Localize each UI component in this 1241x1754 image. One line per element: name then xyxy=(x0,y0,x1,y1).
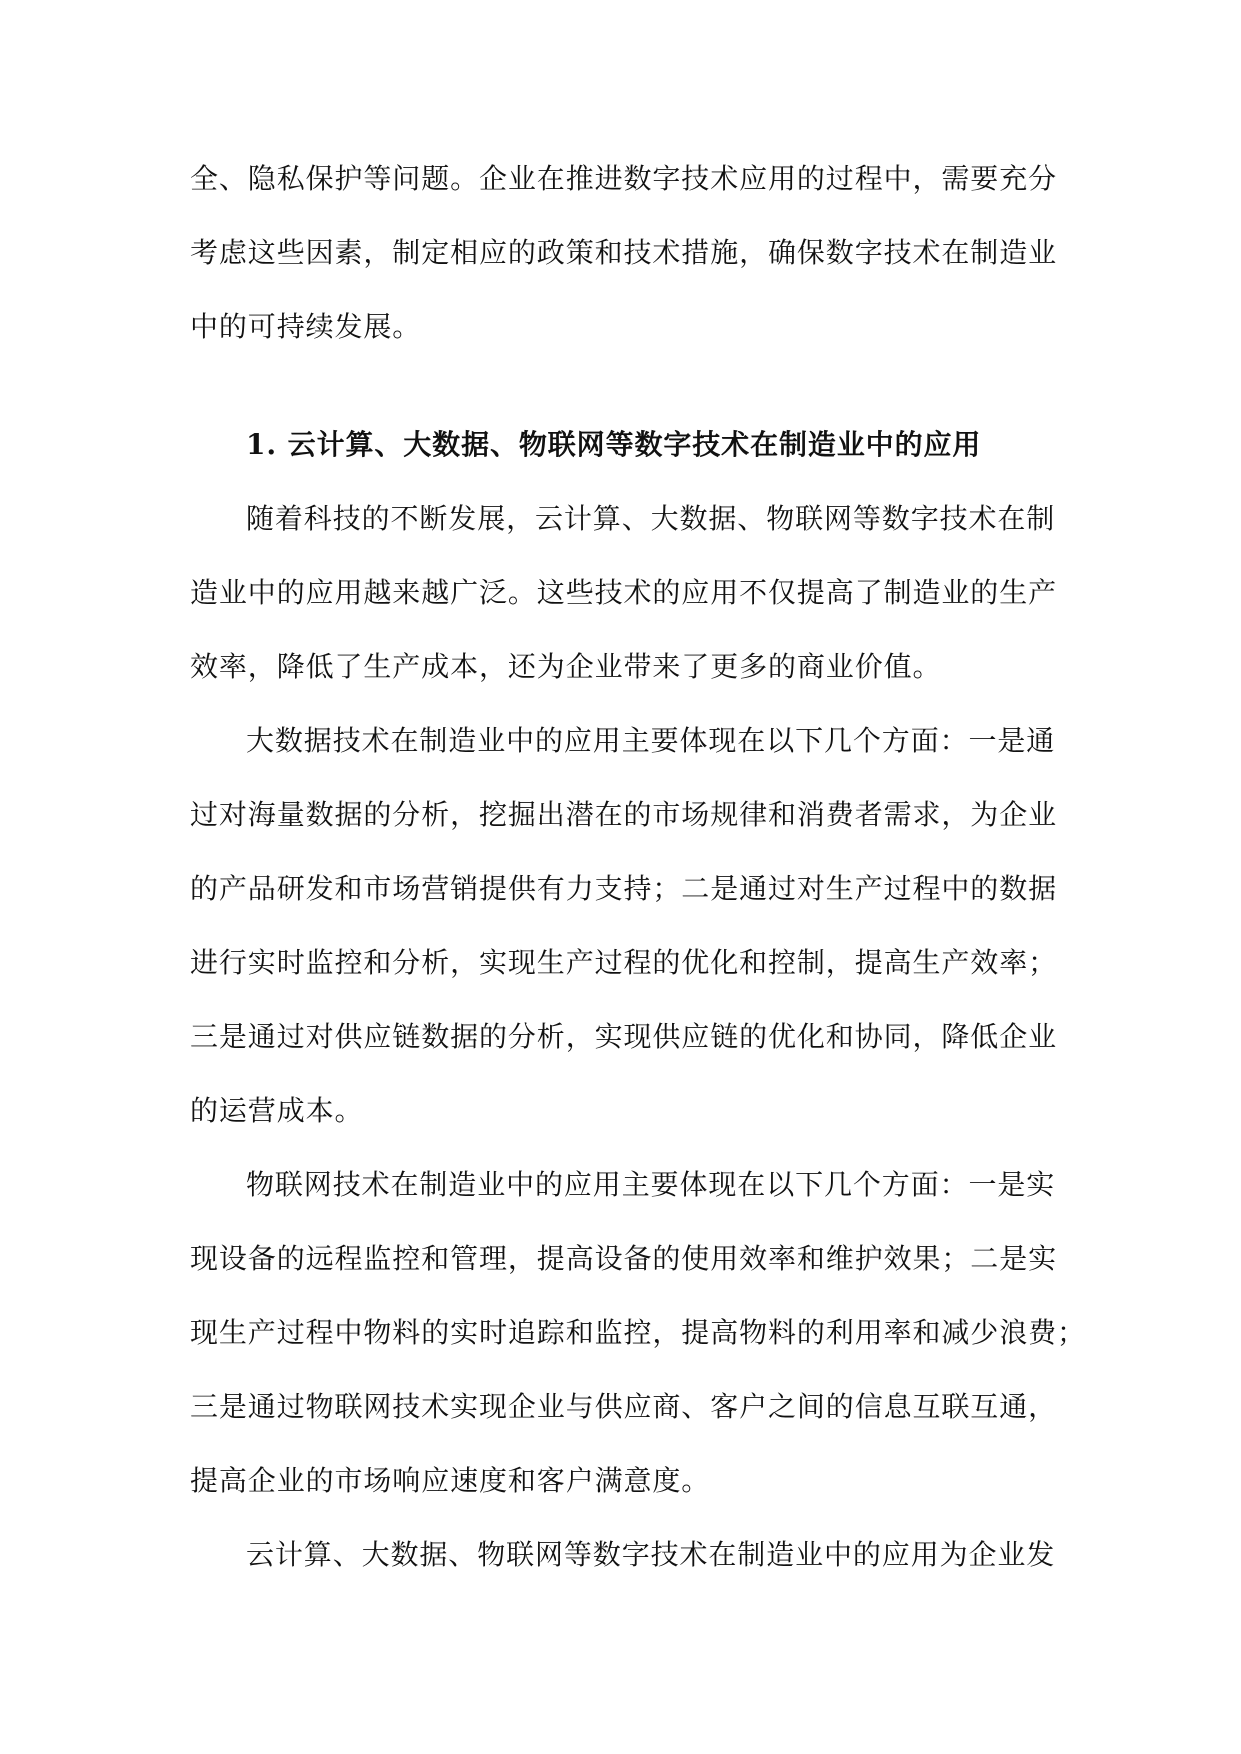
paragraph-line: 考虑这些因素，制定相应的政策和技术措施，确保数字技术在制造业 xyxy=(190,236,1058,269)
paragraph-line: 物联网技术在制造业中的应用主要体现在以下几个方面：一是实 xyxy=(246,1168,1056,1201)
paragraph-summary xyxy=(190,1518,1056,1592)
paragraph-line: 随着科技的不断发展，云计算、大数据、物联网等数字技术在制 xyxy=(246,502,1056,535)
paragraph-line: 现设备的远程监控和管理，提高设备的使用效率和维护效果；二是实 xyxy=(190,1242,1058,1275)
paragraph-iot xyxy=(190,1148,1086,1518)
paragraph-line: 过对海量数据的分析，挖掘出潜在的市场规律和消费者需求，为企业 xyxy=(190,798,1058,831)
paragraph-line: 提高企业的市场响应速度和客户满意度。 xyxy=(190,1464,711,1497)
paragraph-line: 的运营成本。 xyxy=(190,1094,364,1127)
document-body xyxy=(190,142,1086,1592)
paragraph-intro xyxy=(190,142,1058,364)
paragraph-line: 全、隐私保护等问题。企业在推进数字技术应用的过程中，需要充分 xyxy=(190,162,1058,195)
paragraph-line: 中的可持续发展。 xyxy=(190,310,422,343)
paragraph-line: 三是通过物联网技术实现企业与供应商、客户之间的信息互联互通， xyxy=(190,1390,1058,1423)
paragraph-line: 效率，降低了生产成本，还为企业带来了更多的商业价值。 xyxy=(190,650,942,683)
paragraph-line: 现生产过程中物料的实时追踪和监控，提高物料的利用率和减少浪费； xyxy=(190,1316,1086,1349)
paragraph-line: 进行实时监控和分析，实现生产过程的优化和控制，提高生产效率； xyxy=(190,946,1058,979)
paragraph-big-data xyxy=(190,704,1058,1148)
paragraph-line: 造业中的应用越来越广泛。这些技术的应用不仅提高了制造业的生产 xyxy=(190,576,1058,609)
paragraph-line: 的产品研发和市场营销提供有力支持；二是通过对生产过程中的数据 xyxy=(190,872,1058,905)
paragraph-line: 云计算、大数据、物联网等数字技术在制造业中的应用为企业发 xyxy=(246,1538,1056,1571)
paragraph-line: 三是通过对供应链数据的分析，实现供应链的优化和协同，降低企业 xyxy=(190,1020,1058,1053)
paragraph-line: 大数据技术在制造业中的应用主要体现在以下几个方面：一是通 xyxy=(246,724,1056,757)
paragraph-cloud-bigdata-iot xyxy=(190,482,1058,704)
section-heading: 1. 云计算、大数据、物联网等数字技术在制造业中的应用 xyxy=(246,428,982,461)
